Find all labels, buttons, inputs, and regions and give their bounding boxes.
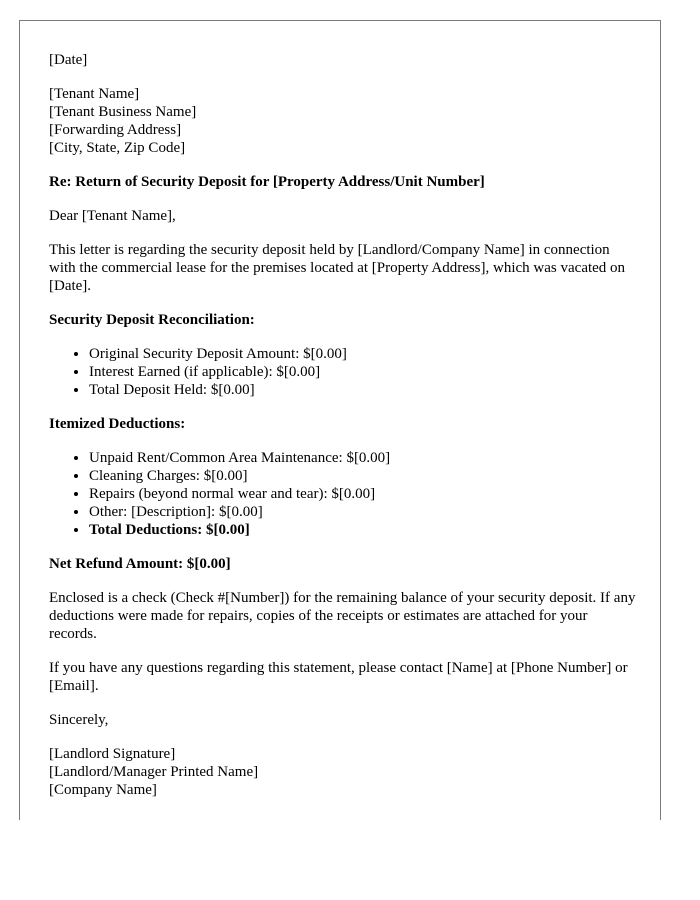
recipient-block [49, 85, 639, 157]
enclosed-paragraph: Enclosed is a check (Check #[Number]) for the remaining balance of your security deposit. If any deductions were made for repairs, copies of the receipts or estimates are attached for your records. [49, 590, 636, 642]
deductions-heading: Itemized Deductions: [49, 416, 186, 432]
recipient-tenant-name: [Tenant Name] [49, 86, 140, 102]
list-item: • Interest Earned (if applicable): $[0.00] [89, 363, 639, 381]
closing: Sincerely, [49, 712, 109, 728]
list-item: • Original Security Deposit Amount: $[0.00] [89, 345, 639, 363]
list-item: • Cleaning Charges: $[0.00] [89, 467, 639, 485]
list-item: • Repairs (beyond normal wear and tear): $[0.00] [89, 485, 639, 503]
intro-paragraph: This letter is regarding the security deposit held by [Landlord/Company Name] in connection with the commercial lease for the premises located at [Property Address], which was vacated on [Date]. [49, 242, 626, 294]
letter-date: [Date] [49, 52, 88, 68]
subject-line: Re: Return of Security Deposit for [Property Address/Unit Number] [49, 174, 485, 190]
company-name: [Company Name] [49, 782, 157, 798]
letter-body [49, 51, 639, 815]
list-item: • Total Deposit Held: $[0.00] [89, 381, 639, 399]
reconciliation-heading: Security Deposit Reconciliation: [49, 312, 255, 328]
recipient-forwarding-address: [Forwarding Address] [49, 122, 182, 138]
printed-name: [Landlord/Manager Printed Name] [49, 764, 259, 780]
list-item: • Unpaid Rent/Common Area Maintenance: $[0.00] [89, 449, 639, 467]
reconciliation-list [49, 345, 639, 399]
salutation: Dear [Tenant Name], [49, 208, 176, 224]
recipient-business-name: [Tenant Business Name] [49, 104, 197, 120]
signature-block [49, 745, 639, 799]
letter-page [19, 20, 661, 820]
list-item: • Other: [Description]: $[0.00] [89, 503, 639, 521]
net-refund-amount: Net Refund Amount: $[0.00] [49, 556, 231, 572]
signature-line: [Landlord Signature] [49, 746, 176, 762]
contact-paragraph: If you have any questions regarding this statement, please contact [Name] at [Phone Number] or [Email]. [49, 660, 628, 694]
total-deductions: • Total Deductions: $[0.00] [89, 521, 639, 539]
deductions-list [49, 449, 639, 539]
recipient-city-state-zip: [City, State, Zip Code] [49, 140, 186, 156]
